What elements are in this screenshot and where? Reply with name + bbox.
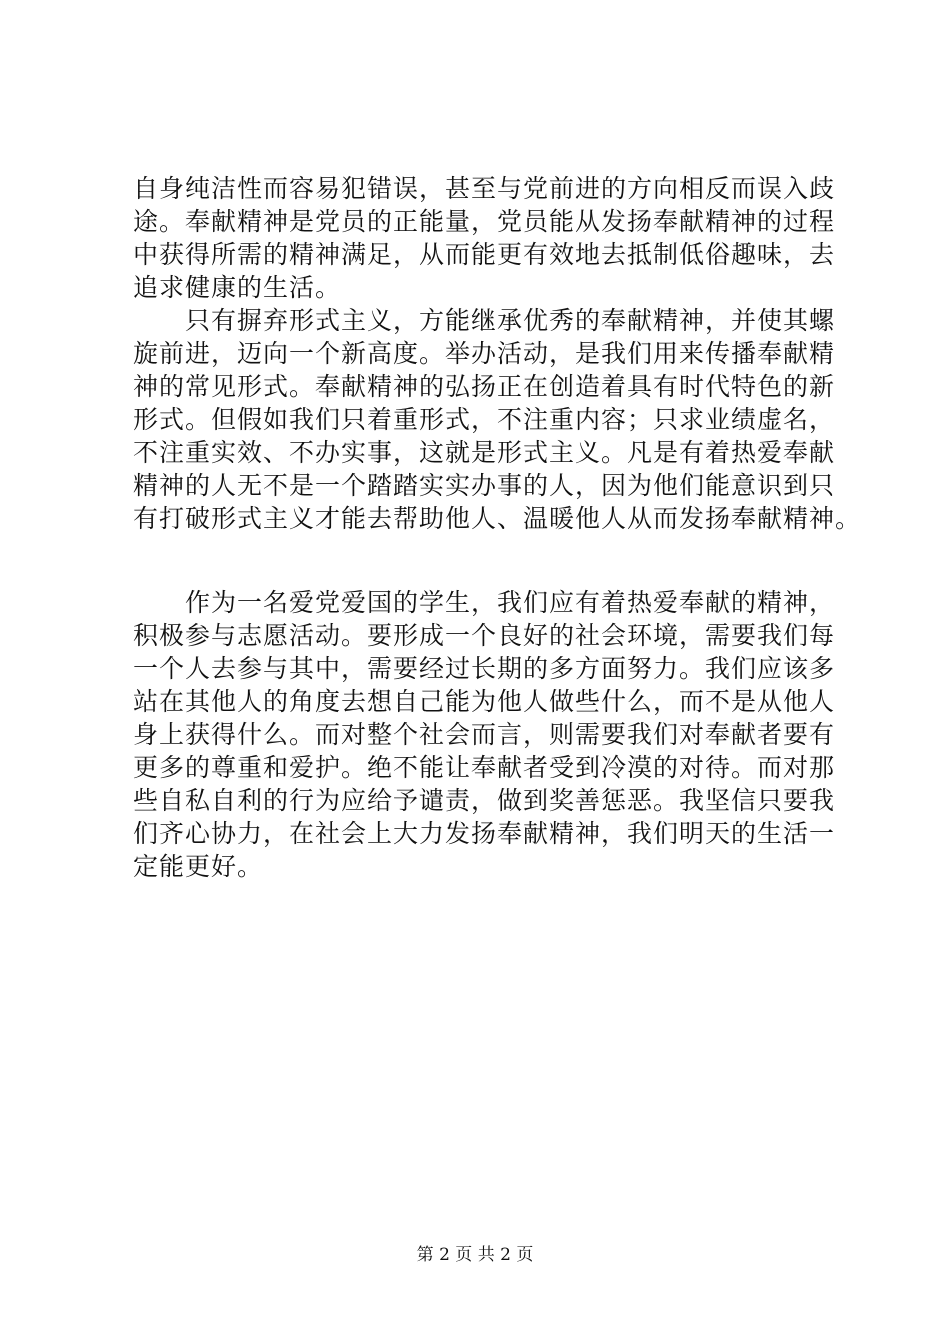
text-line: 积极参与志愿活动。要形成一个良好的社会环境，需要我们每 — [133, 621, 836, 650]
paragraph-1 — [133, 172, 836, 304]
text-line: 一个人去参与其中，需要经过长期的多方面努力。我们应该多 — [133, 654, 836, 683]
text-line: 精神的人无不是一个踏踏实实办事的人，因为他们能意识到只 — [133, 471, 836, 500]
text-line: 更多的尊重和爱护。绝不能让奉献者受到冷漠的对待。而对那 — [133, 753, 836, 782]
text-line: 们齐心协力，在社会上大力发扬奉献精神，我们明天的生活一 — [133, 819, 836, 848]
text-line: 神的常见形式。奉献精神的弘扬正在创造着具有时代特色的新 — [133, 372, 836, 401]
text-line: 站在其他人的角度去想自己能为他人做些什么，而不是从他人 — [133, 687, 836, 716]
text-line: 定能更好。 — [133, 852, 264, 881]
page-number-footer: 第 2 页 共 2 页 — [416, 1245, 534, 1265]
text-line: 身上获得什么。而对整个社会而言，则需要我们对奉献者要有 — [133, 720, 836, 749]
text-line: 些自私自利的行为应给予谴责，做到奖善惩恶。我坚信只要我 — [133, 786, 836, 815]
document-body — [133, 172, 862, 883]
text-line: 只有摒弃形式主义，方能继承优秀的奉献精神，并使其螺 — [133, 306, 836, 335]
text-line: 有打破形式主义才能去帮助他人、温暖他人从而发扬奉献精神。 — [133, 504, 862, 533]
paragraph-2 — [133, 304, 862, 535]
paragraph-spacer — [133, 535, 833, 586]
text-line: 中获得所需的精神满足，从而能更有效地去抵制低俗趣味，去 — [133, 240, 836, 269]
text-line: 形式。但假如我们只着重形式，不注重内容；只求业绩虚名， — [133, 405, 836, 434]
text-line: 自身纯洁性而容易犯错误，甚至与党前进的方向相反而误入歧 — [133, 174, 836, 203]
text-line: 作为一名爱党爱国的学生，我们应有着热爱奉献的精神， — [133, 588, 836, 617]
text-line: 途。奉献精神是党员的正能量，党员能从发扬奉献精神的过程 — [133, 207, 836, 236]
text-line: 旋前进，迈向一个新高度。举办活动，是我们用来传播奉献精 — [133, 339, 836, 368]
text-line: 追求健康的生活。 — [133, 273, 342, 302]
paragraph-3 — [133, 586, 836, 883]
text-line: 不注重实效、不办实事，这就是形式主义。凡是有着热爱奉献 — [133, 438, 836, 467]
